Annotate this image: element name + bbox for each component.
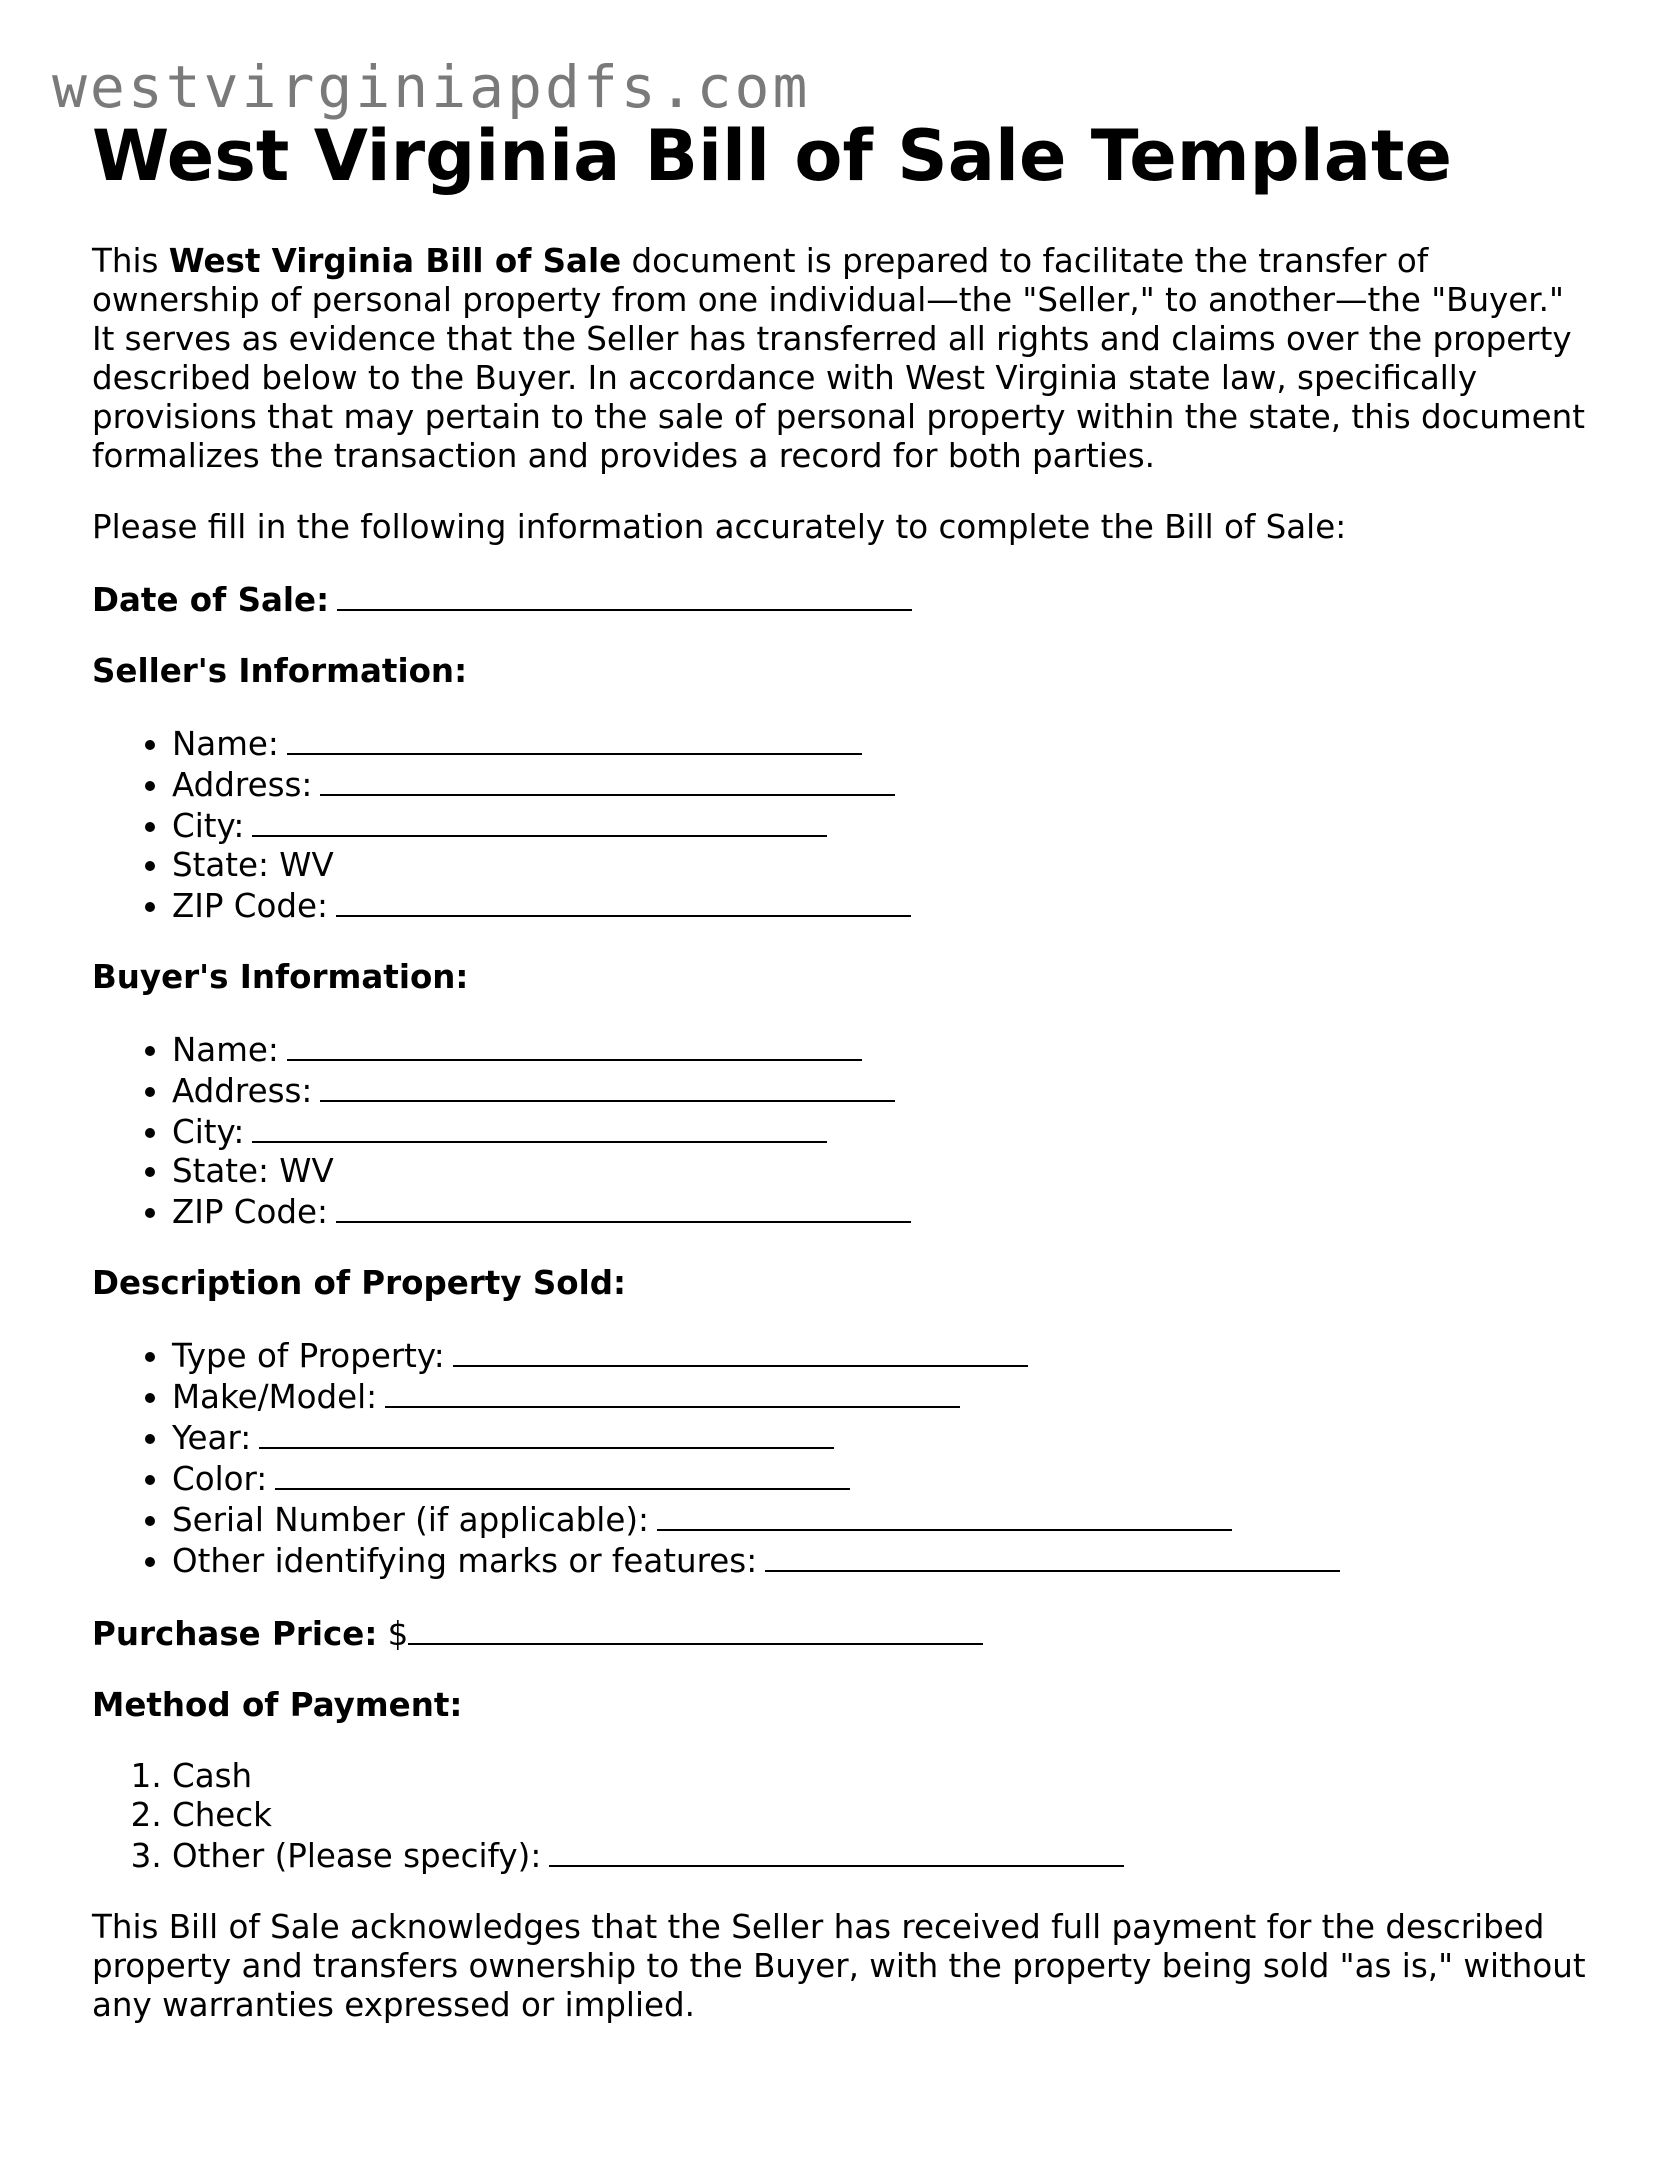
buyer-address-label: Address: (172, 1072, 313, 1110)
property-fields-list (92, 1335, 1592, 1581)
property-type-item (172, 1335, 1592, 1376)
page-title: West Virginia Bill of Sale Template (92, 115, 1452, 197)
seller-zip-item (172, 885, 1592, 926)
buyer-zip-item (172, 1191, 1592, 1232)
seller-name-label: Name: (172, 725, 279, 763)
payment-other-label: Other (Please specify): (172, 1837, 542, 1875)
property-year-item (172, 1417, 1592, 1458)
buyer-name-item (172, 1029, 1592, 1070)
payment-option-other[interactable] (172, 1835, 1592, 1876)
payment-other-field[interactable] (549, 1835, 1124, 1867)
seller-name-field[interactable] (287, 723, 862, 755)
property-serial-item (172, 1499, 1592, 1540)
property-make-model-label: Make/Model: (172, 1378, 378, 1416)
buyer-address-field[interactable] (320, 1070, 895, 1102)
date-of-sale-row (92, 579, 1592, 620)
buyer-name-label: Name: (172, 1031, 279, 1069)
seller-address-item (172, 764, 1592, 805)
document-page (92, 110, 1592, 2057)
purchase-price-row (92, 1613, 1592, 1654)
watermark-text: westvirginiapdfs.com (52, 53, 811, 121)
property-serial-field[interactable] (657, 1499, 1232, 1531)
payment-cash-label: Cash (172, 1757, 253, 1795)
buyer-fields-list (92, 1029, 1592, 1232)
property-year-field[interactable] (259, 1417, 834, 1449)
buyer-state-item (172, 1152, 1592, 1191)
currency-symbol: $ (387, 1615, 409, 1653)
purchase-price-label: Purchase Price: (92, 1615, 378, 1653)
seller-city-field[interactable] (252, 805, 827, 837)
buyer-city-item (172, 1111, 1592, 1152)
property-other-item (172, 1540, 1592, 1581)
purchase-price-field[interactable] (408, 1613, 983, 1645)
seller-zip-label: ZIP Code: (172, 887, 328, 925)
intro-prefix: This (92, 242, 169, 280)
buyer-zip-field[interactable] (336, 1191, 911, 1223)
instructions-paragraph: Please fill in the following information accurately to complete the Bill of Sale: (92, 508, 1347, 546)
property-heading: Description of Property Sold: (92, 1264, 626, 1302)
seller-fields-list (92, 723, 1592, 926)
property-make-model-field[interactable] (385, 1376, 960, 1408)
property-other-field[interactable] (765, 1540, 1340, 1572)
buyer-state-label: State: WV (172, 1152, 334, 1190)
buyer-address-item (172, 1070, 1592, 1111)
intro-suffix: document is prepared to facilitate the transfer of ownership of personal property from one individual—the "Seller," to another—the "Buyer." It serves as evidence that the Seller has transferred all rights and claims over the property described below to the Buyer. In accordance with West Virginia state law, specifically provisions that may pertain to the sale of personal property within the state, this document formalizes the transaction and provides a record for both parties. (92, 242, 1586, 475)
date-of-sale-field[interactable] (337, 579, 912, 611)
seller-city-item (172, 805, 1592, 846)
property-year-label: Year: (172, 1419, 252, 1457)
property-type-label: Type of Property: (172, 1337, 445, 1375)
intro-bold-title: West Virginia Bill of Sale (168, 242, 622, 280)
intro-paragraph (92, 242, 1592, 476)
property-type-field[interactable] (453, 1335, 1028, 1367)
payment-option-cash[interactable] (172, 1757, 1592, 1796)
seller-address-label: Address: (172, 766, 313, 804)
payment-check-label: Check (172, 1796, 272, 1834)
seller-address-field[interactable] (320, 764, 895, 796)
property-serial-label: Serial Number (if applicable): (172, 1501, 649, 1539)
property-make-model-item (172, 1376, 1592, 1417)
seller-city-label: City: (172, 807, 245, 845)
seller-zip-field[interactable] (336, 885, 911, 917)
seller-state-item (172, 846, 1592, 885)
property-color-label: Color: (172, 1460, 268, 1498)
seller-heading: Seller's Information: (92, 652, 468, 690)
buyer-city-field[interactable] (252, 1111, 827, 1143)
buyer-city-label: City: (172, 1113, 245, 1151)
payment-option-check[interactable] (172, 1796, 1592, 1835)
seller-state-label: State: WV (172, 846, 334, 884)
property-color-field[interactable] (275, 1458, 850, 1490)
buyer-heading: Buyer's Information: (92, 958, 469, 996)
closing-paragraph: This Bill of Sale acknowledges that the Seller has received full payment for the described property and transfers ownership to the Buyer, with the property being sold "as is," without any warranties expressed or implied. (92, 1908, 1586, 2024)
property-color-item (172, 1458, 1592, 1499)
seller-name-item (172, 723, 1592, 764)
date-of-sale-label: Date of Sale: (92, 581, 330, 619)
payment-heading: Method of Payment: (92, 1686, 463, 1724)
buyer-name-field[interactable] (287, 1029, 862, 1061)
payment-options-list (92, 1757, 1592, 1876)
property-other-label: Other identifying marks or features: (172, 1542, 758, 1580)
buyer-zip-label: ZIP Code: (172, 1193, 328, 1231)
